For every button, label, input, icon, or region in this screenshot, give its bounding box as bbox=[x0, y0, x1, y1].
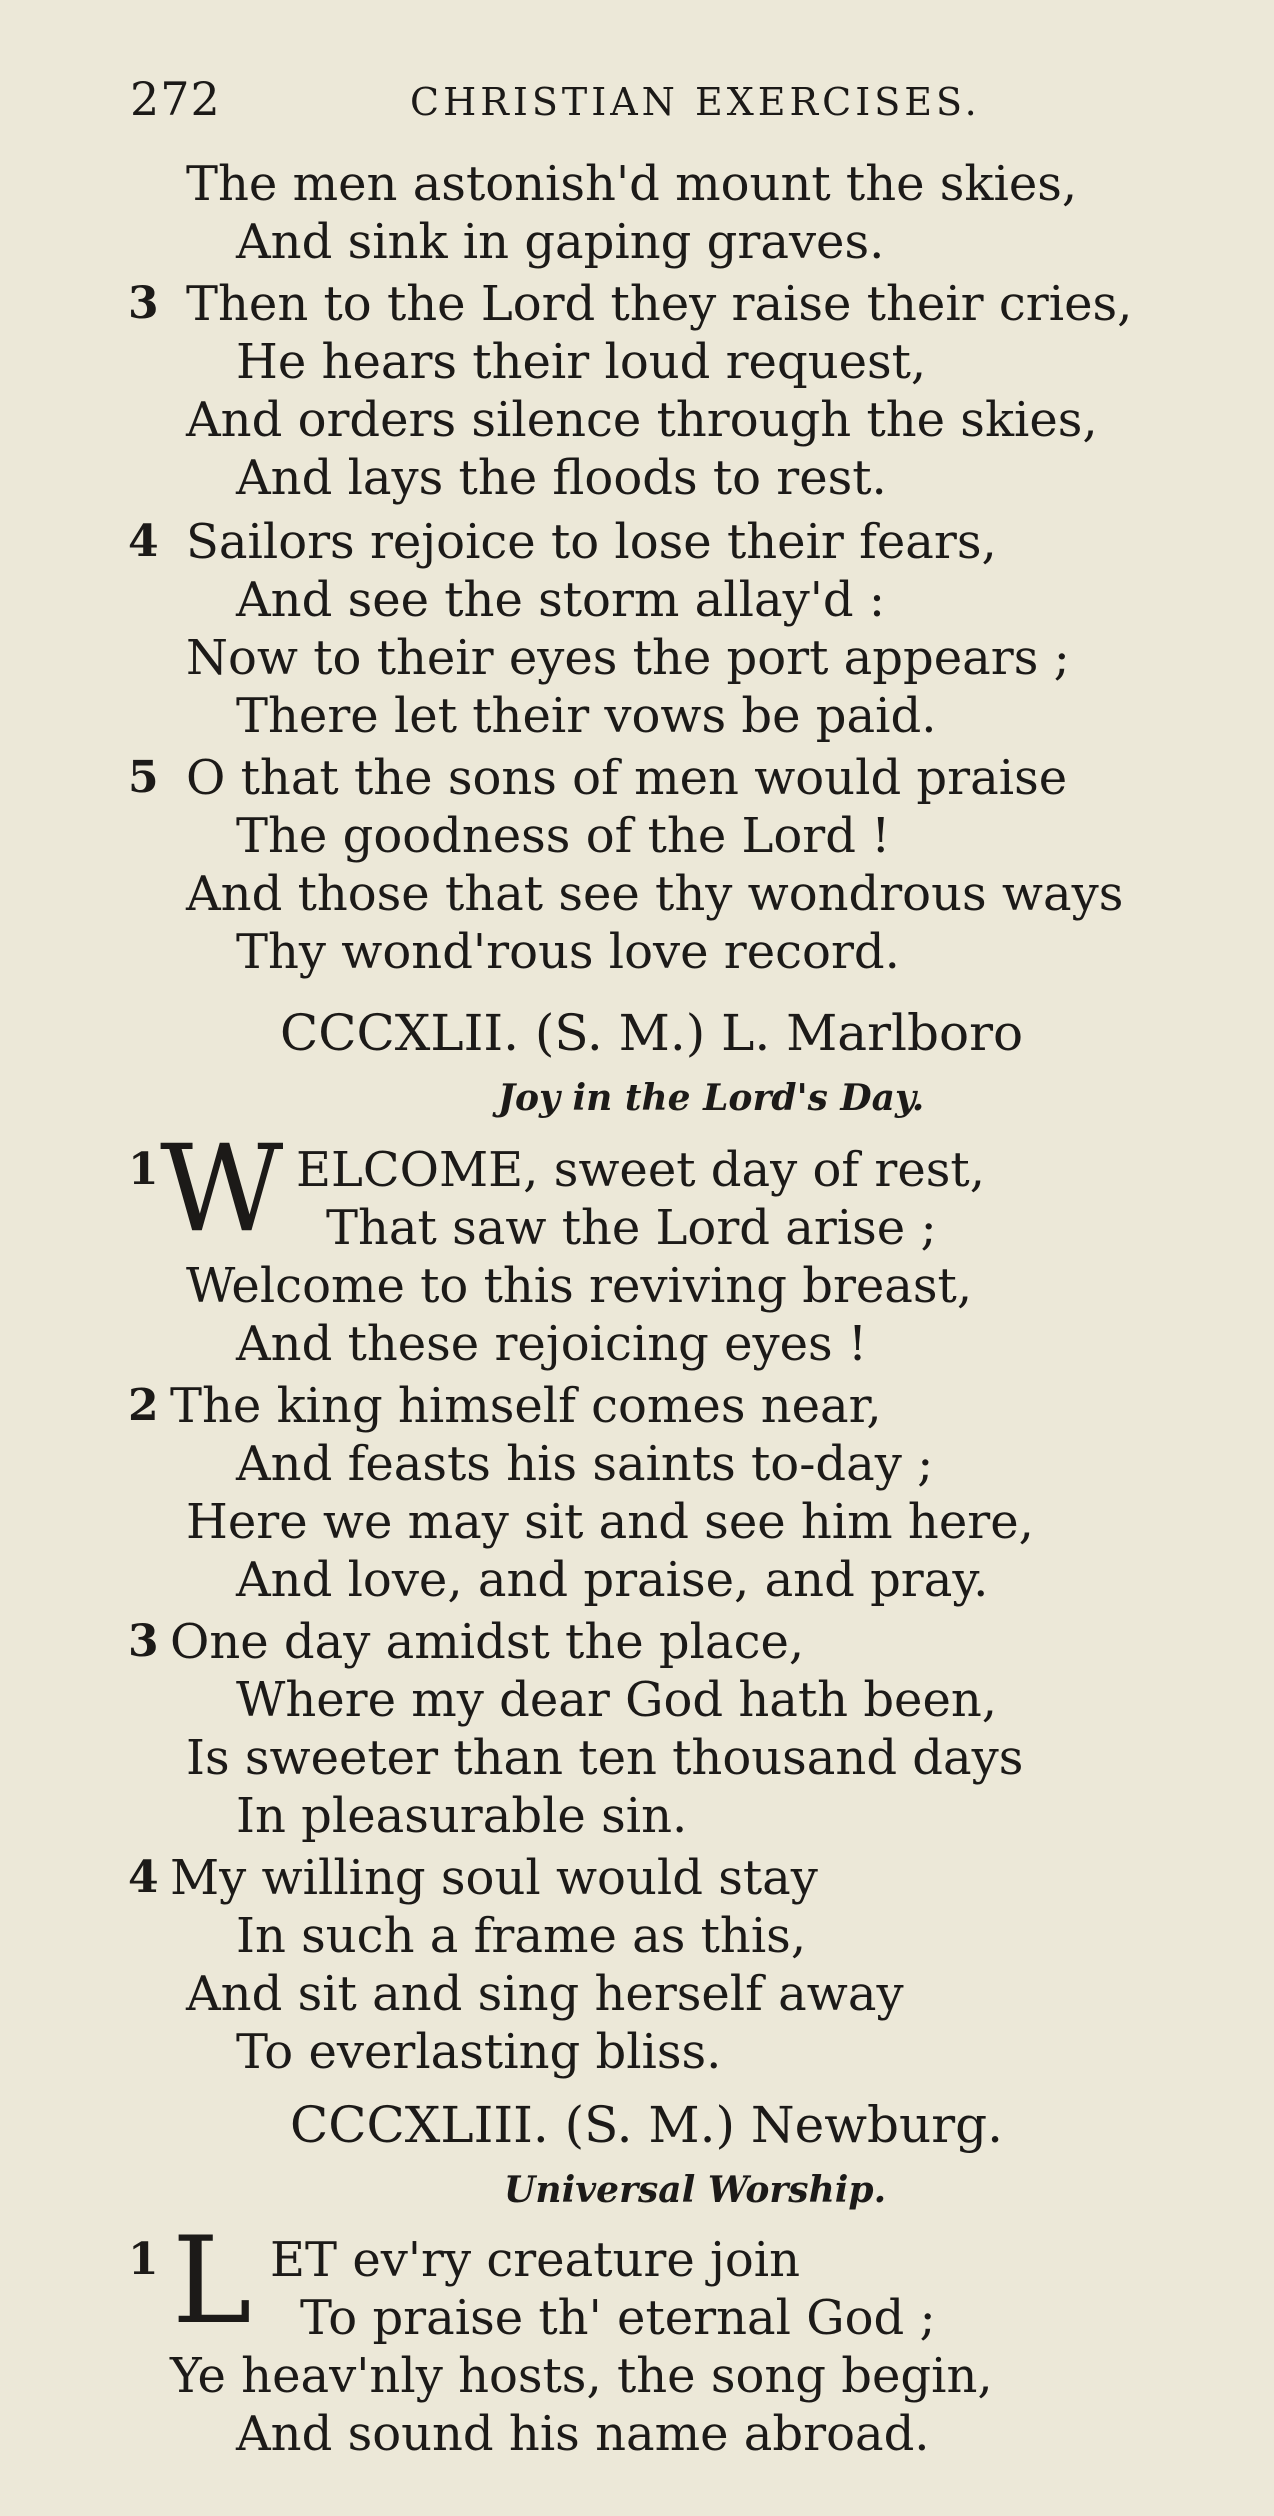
hymn-subtitle: Joy in the Lord's Day. bbox=[498, 1077, 925, 1119]
verse-line: The men astonish'd mount the skies, bbox=[186, 156, 1078, 212]
hymn-subtitle: Universal Worship. bbox=[504, 2169, 887, 2211]
verse-line: The king himself comes near, bbox=[170, 1378, 882, 1434]
drop-cap: L bbox=[172, 2212, 252, 2351]
stanza-number: 1 bbox=[128, 2234, 159, 2285]
verse-line: Ye heav'nly hosts, the song begin, bbox=[170, 2348, 993, 2404]
stanza-number: 3 bbox=[128, 278, 159, 329]
verse-line: And sink in gaping graves. bbox=[236, 214, 885, 270]
verse-line: Then to the Lord they raise their cries, bbox=[186, 276, 1133, 332]
stanza-number: 3 bbox=[128, 1616, 159, 1667]
stanza-number: 1 bbox=[128, 1144, 159, 1195]
verse-line: O that the sons of men would praise bbox=[186, 750, 1068, 806]
verse-line: He hears their loud request, bbox=[236, 334, 927, 390]
verse-line: Is sweeter than ten thousand days bbox=[186, 1730, 1024, 1786]
verse-line: And these rejoicing eyes ! bbox=[236, 1316, 868, 1372]
verse-line: Where my dear God hath been, bbox=[236, 1672, 998, 1728]
hymn-title: CCCXLII. (S. M.) L. Marlboro bbox=[280, 1004, 1024, 1062]
verse-line: And sit and sing herself away bbox=[186, 1966, 904, 2022]
verse-line: Here we may sit and see him here, bbox=[186, 1494, 1034, 1550]
drop-cap: W bbox=[160, 1120, 284, 1259]
verse-line: And orders silence through the skies, bbox=[186, 392, 1098, 448]
verse-line: One day amidst the place, bbox=[170, 1614, 805, 1670]
verse-line: And sound his name abroad. bbox=[236, 2406, 930, 2462]
running-title: CHRISTIAN EXERCISES. bbox=[410, 80, 981, 124]
verse-line: To praise th' eternal God ; bbox=[300, 2290, 936, 2346]
verse-line: In pleasurable sin. bbox=[236, 1788, 688, 1844]
verse-line: That saw the Lord arise ; bbox=[326, 1200, 937, 1256]
stanza-number: 4 bbox=[128, 516, 159, 567]
verse-line: In such a frame as this, bbox=[236, 1908, 807, 1964]
verse-line: My willing soul would stay bbox=[170, 1850, 818, 1906]
verse-line: Now to their eyes the port appears ; bbox=[186, 630, 1070, 686]
verse-line: The goodness of the Lord ! bbox=[236, 808, 891, 864]
stanza-number: 2 bbox=[128, 1380, 159, 1431]
verse-line: And lays the floods to rest. bbox=[236, 450, 887, 506]
verse-line: And feasts his saints to-day ; bbox=[236, 1436, 934, 1492]
verse-line: There let their vows be paid. bbox=[236, 688, 937, 744]
verse-line: Welcome to this reviving breast, bbox=[186, 1258, 973, 1314]
verse-line: And love, and praise, and pray. bbox=[236, 1552, 989, 1608]
verse-line: Thy wond'rous love record. bbox=[236, 924, 900, 980]
verse-line: ET ev'ry creature join bbox=[270, 2232, 801, 2288]
verse-line: And see the storm allay'd : bbox=[236, 572, 886, 628]
page-number: 272 bbox=[130, 72, 221, 126]
verse-line: And those that see thy wondrous ways bbox=[186, 866, 1124, 922]
verse-line: ELCOME, sweet day of rest, bbox=[296, 1142, 985, 1198]
page-header bbox=[130, 72, 1230, 132]
verse-line: To everlasting bliss. bbox=[236, 2024, 722, 2080]
stanza-number: 4 bbox=[128, 1852, 159, 1903]
stanza-number: 5 bbox=[128, 752, 159, 803]
hymn-title: CCCXLIII. (S. M.) Newburg. bbox=[290, 2096, 1004, 2154]
verse-line: Sailors rejoice to lose their fears, bbox=[186, 514, 997, 570]
